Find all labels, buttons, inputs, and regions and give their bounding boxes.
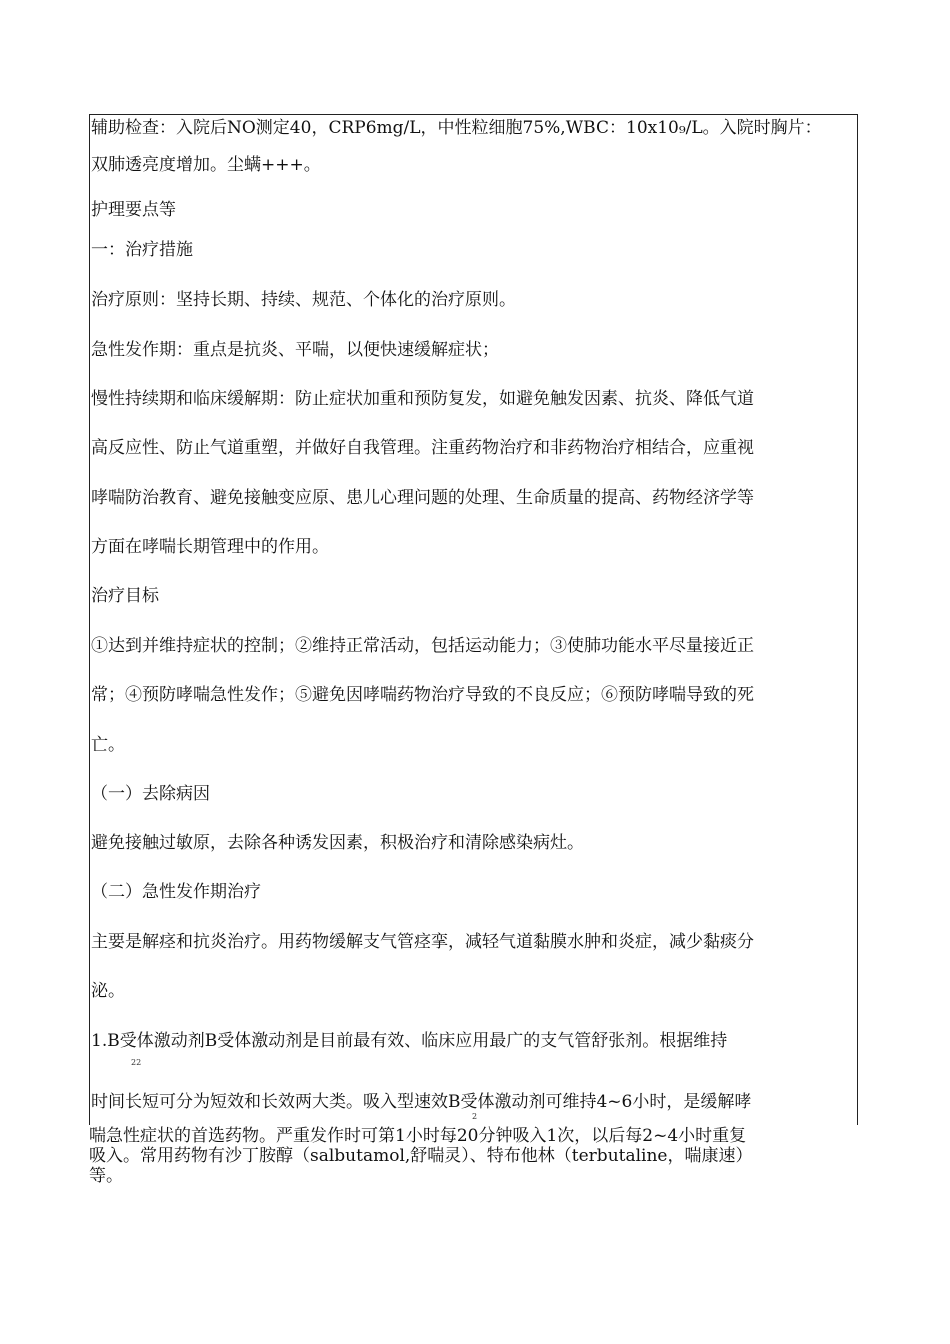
text-line: 高反应性、防止气道重塑，并做好自我管理。注重药物治疗和非药物治疗相结合，应重视 <box>91 438 754 458</box>
text-line: 一：治疗措施 <box>91 240 193 260</box>
text-line: 1.Β受体激动剂Β受体激动剂是目前最有效、临床应用最广的支气管舒张剂。根据维持 <box>91 1031 728 1051</box>
text-line: 时间长短可分为短效和长效两大类。吸入型速效Β受体激动剂可维持4~6小时，是缓解哮 <box>91 1092 752 1112</box>
text-line: 主要是解痉和抗炎治疗。用药物缓解支气管痉挛，减轻气道黏膜水肿和炎症，减少黏痰分 <box>91 932 754 952</box>
text-line: 等。 <box>89 1166 123 1186</box>
text-line: 喘急性症状的首选药物。严重发作时可第1小时每20分钟吸入1次，以后每2~4小时重复 <box>89 1126 747 1146</box>
text-line: 护理要点等 <box>91 200 176 220</box>
content-table-frame <box>89 114 858 1125</box>
text-line: ①达到并维持症状的控制；②维持正常活动，包括运动能力；③使肺功能水平尽量接近正 <box>91 636 754 656</box>
text-line: 慢性持续期和临床缓解期：防止症状加重和预防复发，如避免触发因素、抗炎、降低气道 <box>91 389 754 409</box>
text-line: 治疗原则：坚持长期、持续、规范、个体化的治疗原则。 <box>91 290 516 310</box>
text-line: 双肺透亮度增加。尘螨+++。 <box>91 155 321 175</box>
text-line: 常；④预防哮喘急性发作；⑤避免因哮喘药物治疗导致的不良反应；⑥预防哮喘导致的死 <box>91 685 754 705</box>
text-line: （二）急性发作期治疗 <box>91 882 261 902</box>
text-line: （一）去除病因 <box>91 784 210 804</box>
text-line: 哮喘防治教育、避免接触变应原、患儿心理问题的处理、生命质量的提高、药物经济学等 <box>91 488 754 508</box>
subscript-mark: 22 <box>131 1058 142 1067</box>
text-line: 急性发作期：重点是抗炎、平喘，以便快速缓解症状； <box>91 340 499 360</box>
text-line: 方面在哮喘长期管理中的作用。 <box>91 537 329 557</box>
text-line: 泌。 <box>91 981 125 1001</box>
text-line: 避免接触过敏原，去除各种诱发因素，积极治疗和清除感染病灶。 <box>91 833 584 853</box>
text-line: 吸入。常用药物有沙丁胺醇（salbutamol,舒喘灵）、特布他林（terbutaline，喘康速） <box>89 1146 753 1166</box>
text-line: 亡。 <box>91 735 125 755</box>
text-line: 辅助检查：入院后NO测定40，CRP6mg/L，中性粒细胞75%,WBC：10x10₉/L。入院时胸片： <box>91 118 822 138</box>
page-number: 2 <box>472 1112 478 1121</box>
text-line: 治疗目标 <box>91 586 159 606</box>
